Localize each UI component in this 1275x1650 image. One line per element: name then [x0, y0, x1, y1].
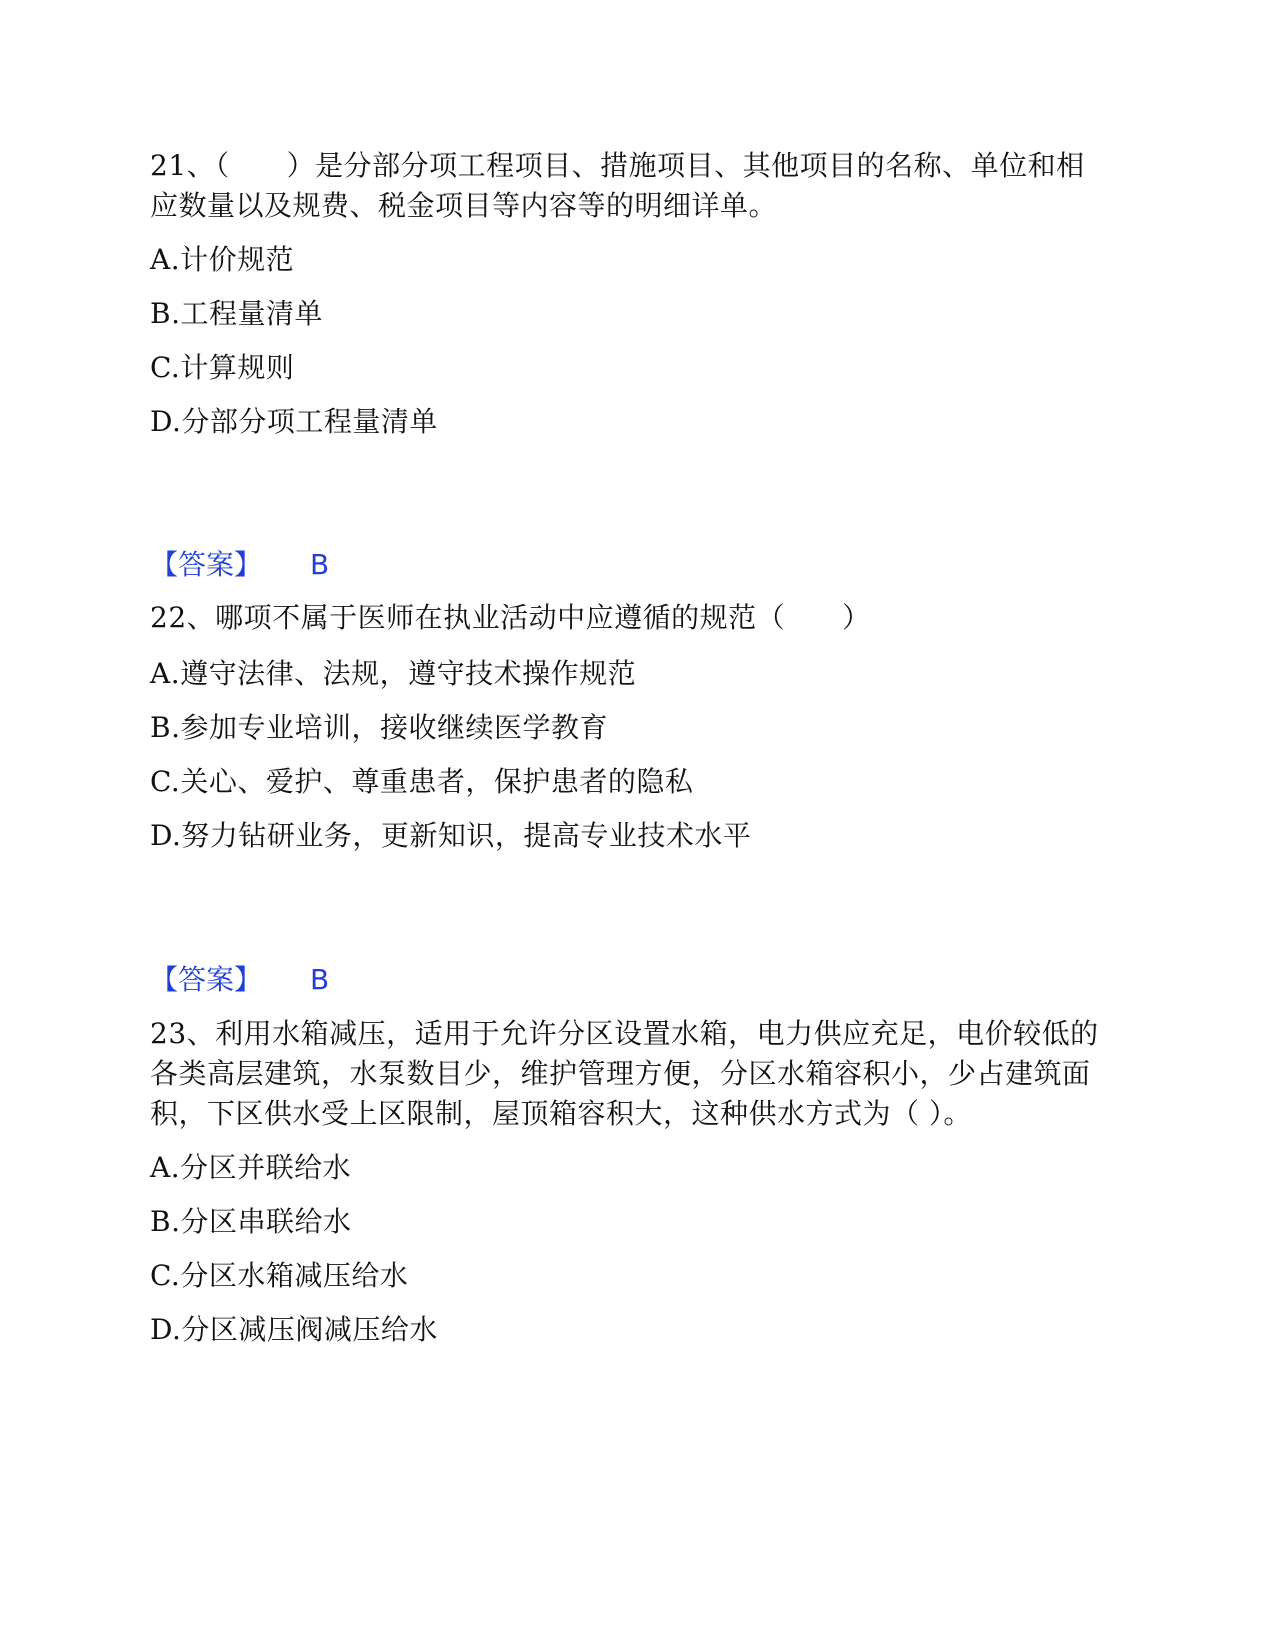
option-d: D.努力钻研业务，更新知识，提高专业技术水平: [150, 819, 752, 852]
answer-label: 【答案】: [150, 963, 263, 996]
answer-value: B: [310, 963, 330, 996]
option-b: B.参加专业培训，接收继续医学教育: [150, 711, 608, 744]
question-stem: 22、哪项不属于医师在执业活动中应遵循的规范（ ）: [150, 601, 871, 634]
answer-label: 【答案】: [150, 548, 263, 581]
option-a: A.计价规范: [150, 243, 295, 276]
question-23: [150, 1014, 1110, 1134]
option-list: [150, 654, 1110, 856]
option-b: B.工程量清单: [150, 297, 323, 330]
answer-21: [150, 545, 329, 585]
option-c: C.关心、爱护、尊重患者，保护患者的隐私: [150, 765, 694, 798]
option-a: A.分区并联给水: [150, 1151, 352, 1184]
option-d: D.分部分项工程量清单: [150, 405, 438, 438]
question-stem: 21、（ ）是分部分项工程项目、措施项目、其他项目的名称、单位和相应数量以及规费、税金项目等内容等的明细详单。: [150, 149, 1085, 222]
option-d: D.分区减压阀减压给水: [150, 1313, 438, 1346]
option-list: [150, 240, 1110, 442]
question-22: [150, 598, 1110, 638]
option-c: C.分区水箱减压给水: [150, 1259, 409, 1292]
option-c: C.计算规则: [150, 351, 295, 384]
option-a: A.遵守法律、法规，遵守技术操作规范: [150, 657, 637, 690]
question-21: [150, 146, 1110, 226]
answer-value: B: [310, 548, 330, 581]
option-list: [150, 1148, 1110, 1350]
option-b: B.分区串联给水: [150, 1205, 352, 1238]
answer-22: [150, 960, 329, 1000]
question-stem: 23、利用水箱减压，适用于允许分区设置水箱，电力供应充足，电价较低的各类高层建筑，水泵数目少，维护管理方便，分区水箱容积小，少占建筑面积，下区供水受上区限制，屋顶箱容积大，这种供水方式为（ ）。: [150, 1017, 1099, 1130]
